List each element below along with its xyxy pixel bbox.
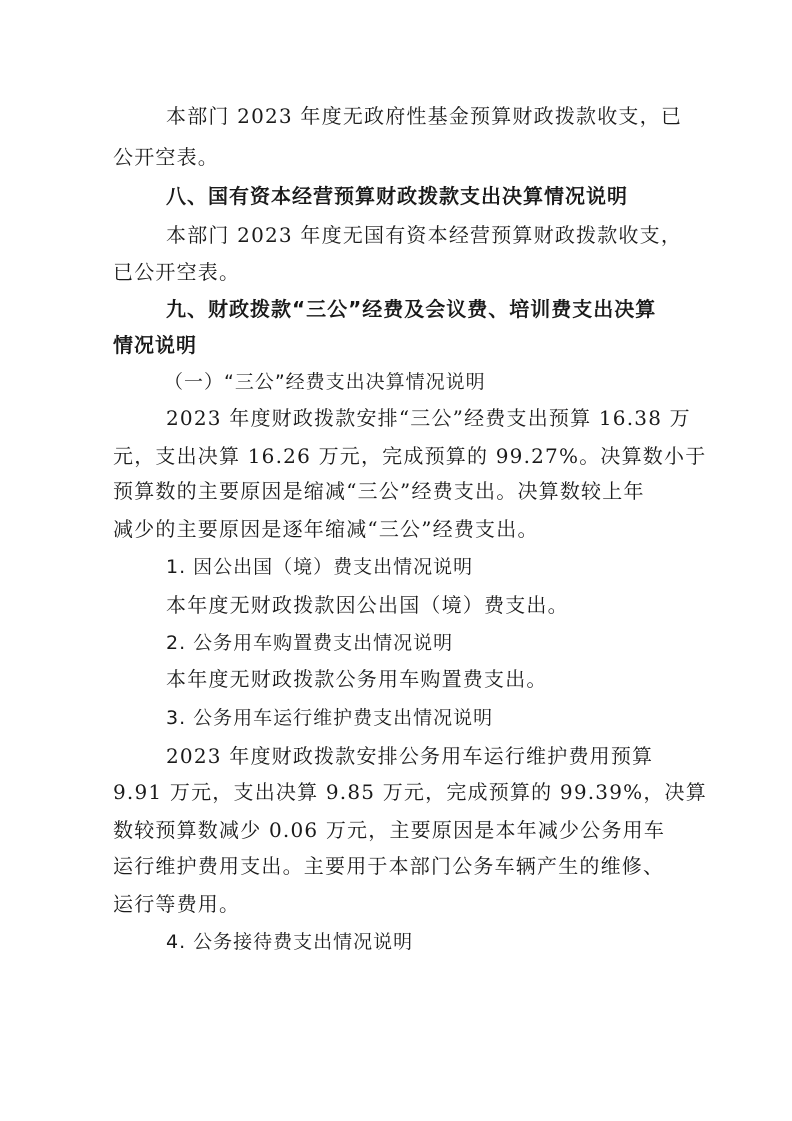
paragraph-line: 本部门 2023 年度无国有资本经营预算财政拨款收支， bbox=[166, 223, 683, 247]
section-heading: 九、财政拨款“三公”经费及会议费、培训费支出决算 bbox=[166, 297, 657, 321]
paragraph-line: 运行维护费用支出。主要用于本部门公务车辆产生的维修、 bbox=[113, 854, 665, 878]
paragraph-line: 本部门 2023 年度无政府性基金预算财政拨款收支，已 bbox=[166, 104, 683, 128]
section-heading: 八、国有资本经营预算财政拨款支出决算情况说明 bbox=[166, 184, 628, 208]
paragraph-line: 数较预算数减少 0.06 万元，主要原因是本年减少公务用车 bbox=[113, 818, 666, 842]
paragraph-line: 本年度无财政拨款因公出国（境）费支出。 bbox=[166, 593, 569, 617]
paragraph-line: 公开空表。 bbox=[113, 145, 219, 169]
paragraph-line: 已公开空表。 bbox=[113, 260, 241, 284]
subsection-heading: （一）“三公”经费支出决算情况说明 bbox=[164, 371, 486, 393]
paragraph-line: 本年度无财政拨款公务用车购置费支出。 bbox=[166, 667, 548, 691]
item-heading: 3. 公务用车运行维护费支出情况说明 bbox=[166, 707, 494, 729]
paragraph-line: 2023 年度财政拨款安排公务用车运行维护费用预算 bbox=[166, 744, 654, 768]
item-heading: 4. 公务接待费支出情况说明 bbox=[166, 931, 414, 953]
section-heading-continued: 情况说明 bbox=[113, 333, 197, 357]
paragraph-line: 运行等费用。 bbox=[113, 892, 241, 916]
paragraph-line: 减少的主要原因是逐年缩减“三公”经费支出。 bbox=[113, 517, 539, 541]
paragraph-line: 9.91 万元，支出决算 9.85 万元，完成预算的 99.39%，决算 bbox=[113, 780, 707, 804]
item-heading: 2. 公务用车购置费支出情况说明 bbox=[166, 632, 454, 654]
paragraph-line: 预算数的主要原因是缩减“三公”经费支出。决算数较上年 bbox=[113, 479, 645, 503]
item-heading: 1. 因公出国（境）费支出情况说明 bbox=[166, 556, 474, 578]
paragraph-line: 2023 年度财政拨款安排“三公”经费支出预算 16.38 万 bbox=[166, 406, 691, 430]
paragraph-line: 元，支出决算 16.26 万元，完成预算的 99.27%。决算数小于 bbox=[113, 444, 707, 468]
